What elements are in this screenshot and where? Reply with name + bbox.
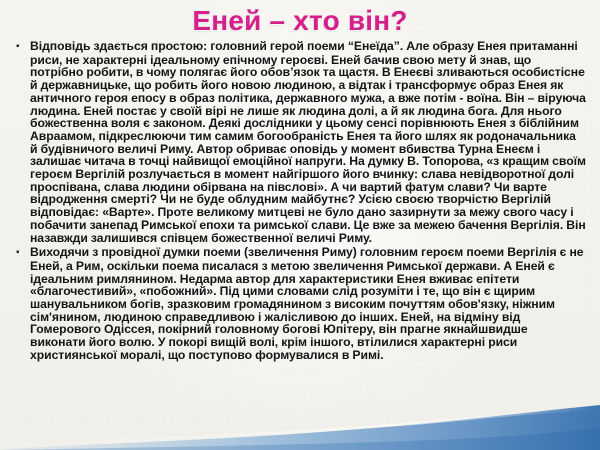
paragraph-2 (16, 246, 586, 361)
bullet-icon: ▪ (16, 41, 20, 52)
paragraph-1-text: Відповідь здається простою: головний герой поеми “Енеїда”. Але образу Енея притаманні риси, не характерні ідеальному епічному героєві. Еней бачив свою мету й знав, що потрібно робити, в чому полягає його обов’язок та щастя. В Енеєві зливаються особистісне й державницьке, що робить його новою людиною, а відтак і трансформує образ Енея як античного героя епосу в образ політика, державного мужа, а вже потім - воїна. Він – віруюча людина. Еней постає у своїй вірі не лише як людина долі, а й як людина бога. Для нього божественна воля є законом. Деякі дослідники у цьому сенсі порівнюють Енея з біблійним Авраамом, підкреслюючи тим самим богообраність Енея та його шлях як родоначальника й будівничого величі Риму. Автор обриває оповідь у момент вбивства Турна Енеєм і залишає читача в точці найвищої емоційної напруги. На думку В. Топорова, «з кращим своїм героєм Вергілій розлучається в момент найгіршого його вчинку: слава невідворотної долі проспівана, слава людини обірвана на півслові». А чи вартий фатум слави? Чи варте відродження смерті? Чи не буде облудним майбутнє? Усією своєю творчістю Вергілій відповідає: «Варте». Проте великому митцеві не було дано зазирнути за межу свого часу і побачити занепад Римської епохи та римської слави. Це вже за межею бачення Вергілія. Він назавжди залишився співцем божественної величі Риму. (30, 39, 586, 245)
slide-title: Еней – хто він? (192, 5, 408, 36)
slide-body (16, 40, 586, 430)
paragraph-1 (16, 40, 586, 244)
paragraph-2-text: Виходячи з провідної думки поеми (звеличення Риму) головним героєм поеми Вергілія є не Еней, а Рим, оскільки поема писалася з метою звеличення Римської держави. А Еней є ідеальним римлянином. Недарма автор для характеристики Енея вживає епітети «благочестивий», «побожний». Під цими словами слід розуміти і те, що він є щирим шанувальником богів, зразковим громадянином з високим почуттям обов'язку, ніжним сім'янином, людиною справедливою і жалісливою до інших. Еней, на відміну від Гомерового Одіссея, покірний головному богові Юпітеру, він прагне якнайшвидше виконати його волю. У покорі вищій волі, крім іншого, втілилися характерні риси християнської моралі, що поступово формувалися в Римі. (30, 245, 584, 362)
bullet-icon: ▪ (16, 247, 20, 259)
